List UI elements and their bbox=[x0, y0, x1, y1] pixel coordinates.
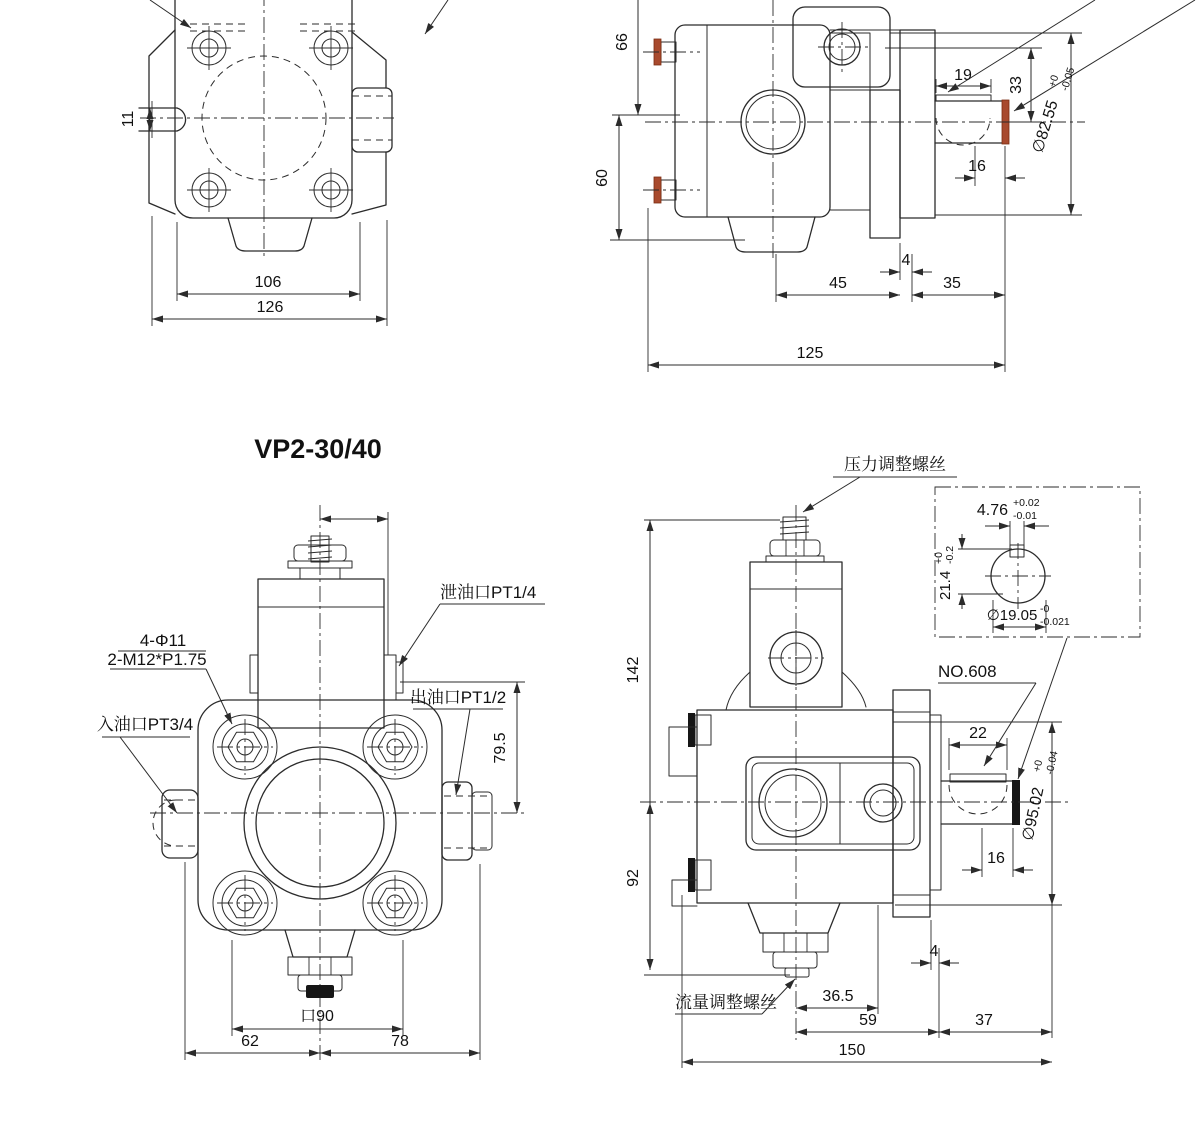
label-inlet-port bbox=[97, 715, 193, 813]
dim-33-text: 33 bbox=[1008, 76, 1025, 94]
svg-text:2-M12*P1.75: 2-M12*P1.75 bbox=[107, 650, 207, 669]
dim-36-5 bbox=[796, 905, 878, 1014]
dim-4 bbox=[880, 243, 932, 302]
mounting-bolt bbox=[217, 875, 273, 931]
shaft-dia-tol-upper: -0 bbox=[1040, 603, 1050, 615]
dim-19-text: 19 bbox=[954, 67, 972, 84]
spigot-dia-tol-upper: +0 bbox=[1031, 758, 1046, 774]
label-flow-screw bbox=[675, 979, 795, 1014]
dim-78-text: 78 bbox=[391, 1033, 409, 1050]
svg-text:出油口PT1/2: 出油口PT1/2 bbox=[409, 688, 507, 707]
dim-37 bbox=[939, 905, 1052, 1038]
dim-59 bbox=[796, 1012, 939, 1032]
dim-shaft-dia bbox=[987, 600, 1070, 633]
svg-text:入油口PT3/4: 入油口PT3/4 bbox=[96, 715, 194, 734]
outlet-port-boss bbox=[442, 782, 492, 860]
shaft-dia-text: ∅19.05 bbox=[986, 607, 1038, 624]
dim-16 bbox=[955, 146, 1025, 372]
dim-key-width bbox=[977, 497, 1049, 526]
drain-port-boss bbox=[384, 655, 403, 700]
shaft-dia-tol-lower: -0.021 bbox=[1040, 616, 1070, 628]
shaft-detail-box bbox=[933, 487, 1140, 637]
main-front-view bbox=[97, 434, 545, 1060]
label-bolt-holes bbox=[107, 631, 232, 724]
dim-22 bbox=[949, 725, 1007, 770]
label-pressure-screw bbox=[803, 455, 957, 512]
seal-mark bbox=[688, 713, 711, 747]
dim-36-5-text: 36.5 bbox=[822, 988, 854, 1005]
key-height-tol-upper: +0 bbox=[933, 552, 945, 564]
key-height-text: 21.4 bbox=[937, 570, 954, 600]
bolt-hole bbox=[309, 26, 353, 70]
front-view-top bbox=[120, 0, 448, 326]
dim-142-text: 142 bbox=[625, 656, 642, 684]
dim-150-text: 150 bbox=[838, 1042, 866, 1059]
dim-22-text: 22 bbox=[969, 725, 987, 742]
dim-66 bbox=[612, 0, 680, 115]
dim-62-text: 62 bbox=[241, 1033, 259, 1050]
main-side-view bbox=[625, 455, 1070, 1068]
key-height-tol-lower: -0.2 bbox=[944, 545, 956, 564]
flow-screw-mark bbox=[306, 985, 334, 998]
label-drain-port bbox=[399, 583, 545, 666]
dim-150 bbox=[682, 895, 1052, 1068]
dim-59-text: 59 bbox=[859, 1012, 877, 1029]
spigot-dia-text: ∅95.02 bbox=[1019, 785, 1048, 843]
dim-19 bbox=[936, 67, 991, 93]
dim-106 bbox=[177, 222, 360, 301]
spigot-dia-text: ∅82.55 bbox=[1029, 98, 1062, 155]
dim-60 bbox=[594, 115, 745, 240]
dim-33 bbox=[885, 48, 1042, 122]
inlet-port-boss bbox=[153, 790, 198, 858]
dim-4 bbox=[911, 920, 959, 1038]
seal-mark bbox=[688, 858, 711, 892]
page-title: VP2-30/40 bbox=[254, 434, 382, 464]
side-view-top bbox=[594, 0, 1195, 372]
spigot-dia-tol-lower: -0.04 bbox=[1043, 749, 1061, 776]
shaft bbox=[941, 774, 1020, 825]
dim-45 bbox=[776, 254, 900, 302]
key-width-text: 4.76 bbox=[976, 502, 1008, 519]
dim-126 bbox=[152, 216, 387, 326]
dim-35-text: 35 bbox=[943, 275, 961, 292]
bolt-hole bbox=[187, 168, 231, 212]
dim-62 bbox=[185, 862, 320, 1060]
svg-text:4-Φ11: 4-Φ11 bbox=[139, 631, 187, 650]
dim-142-92 bbox=[625, 520, 790, 975]
dim-106-text: 106 bbox=[254, 274, 282, 291]
label-bearing bbox=[938, 662, 1036, 766]
svg-text:泄油口PT1/4: 泄油口PT1/4 bbox=[440, 583, 537, 602]
dim-key-height bbox=[933, 534, 1012, 609]
bolt-hole bbox=[309, 168, 353, 212]
pressure-screw-side bbox=[766, 517, 824, 562]
dim-11-text: 11 bbox=[120, 110, 137, 128]
dim-square-90-text: 口90 bbox=[300, 1008, 334, 1025]
dim-4-text: 4 bbox=[901, 252, 911, 269]
shaft-end-mark bbox=[1012, 780, 1020, 825]
dim-45-text: 45 bbox=[829, 275, 847, 292]
flow-screw-side bbox=[748, 903, 840, 977]
dim-4-text: 4 bbox=[929, 943, 939, 960]
dim-spigot-dia bbox=[890, 33, 1082, 215]
key-width-tol-upper: +0.02 bbox=[1013, 497, 1040, 509]
spigot-dia-tol-upper: +0 bbox=[1046, 73, 1062, 89]
dim-79-5-text: 79.5 bbox=[492, 732, 509, 764]
dim-37-text: 37 bbox=[975, 1012, 993, 1029]
svg-text:NO.608: NO.608 bbox=[938, 662, 997, 681]
shaft bbox=[935, 95, 1009, 145]
dim-66-text: 66 bbox=[614, 33, 631, 51]
svg-text:流量调整螺丝: 流量调整螺丝 bbox=[675, 993, 777, 1012]
dim-60-text: 60 bbox=[594, 169, 611, 187]
dim-spigot-dia bbox=[893, 722, 1062, 905]
dim-92-text: 92 bbox=[625, 869, 642, 887]
dim-126-text: 126 bbox=[256, 299, 284, 316]
dim-11 bbox=[120, 108, 150, 131]
key-width-tol-lower: -0.01 bbox=[1013, 510, 1037, 522]
dim-125-text: 125 bbox=[796, 345, 824, 362]
bolt-hole bbox=[187, 26, 231, 70]
mounting-bolt bbox=[367, 875, 423, 931]
svg-text:压力调整螺丝: 压力调整螺丝 bbox=[844, 455, 946, 474]
spigot-dia-tol-lower: -0.05 bbox=[1058, 65, 1078, 93]
dim-16-text: 16 bbox=[987, 850, 1005, 867]
dim-78 bbox=[320, 864, 480, 1060]
dim-35 bbox=[912, 275, 1005, 295]
dim-16-text: 16 bbox=[968, 158, 986, 175]
shaft-slot bbox=[139, 101, 186, 138]
keyway-notch bbox=[1010, 545, 1024, 557]
